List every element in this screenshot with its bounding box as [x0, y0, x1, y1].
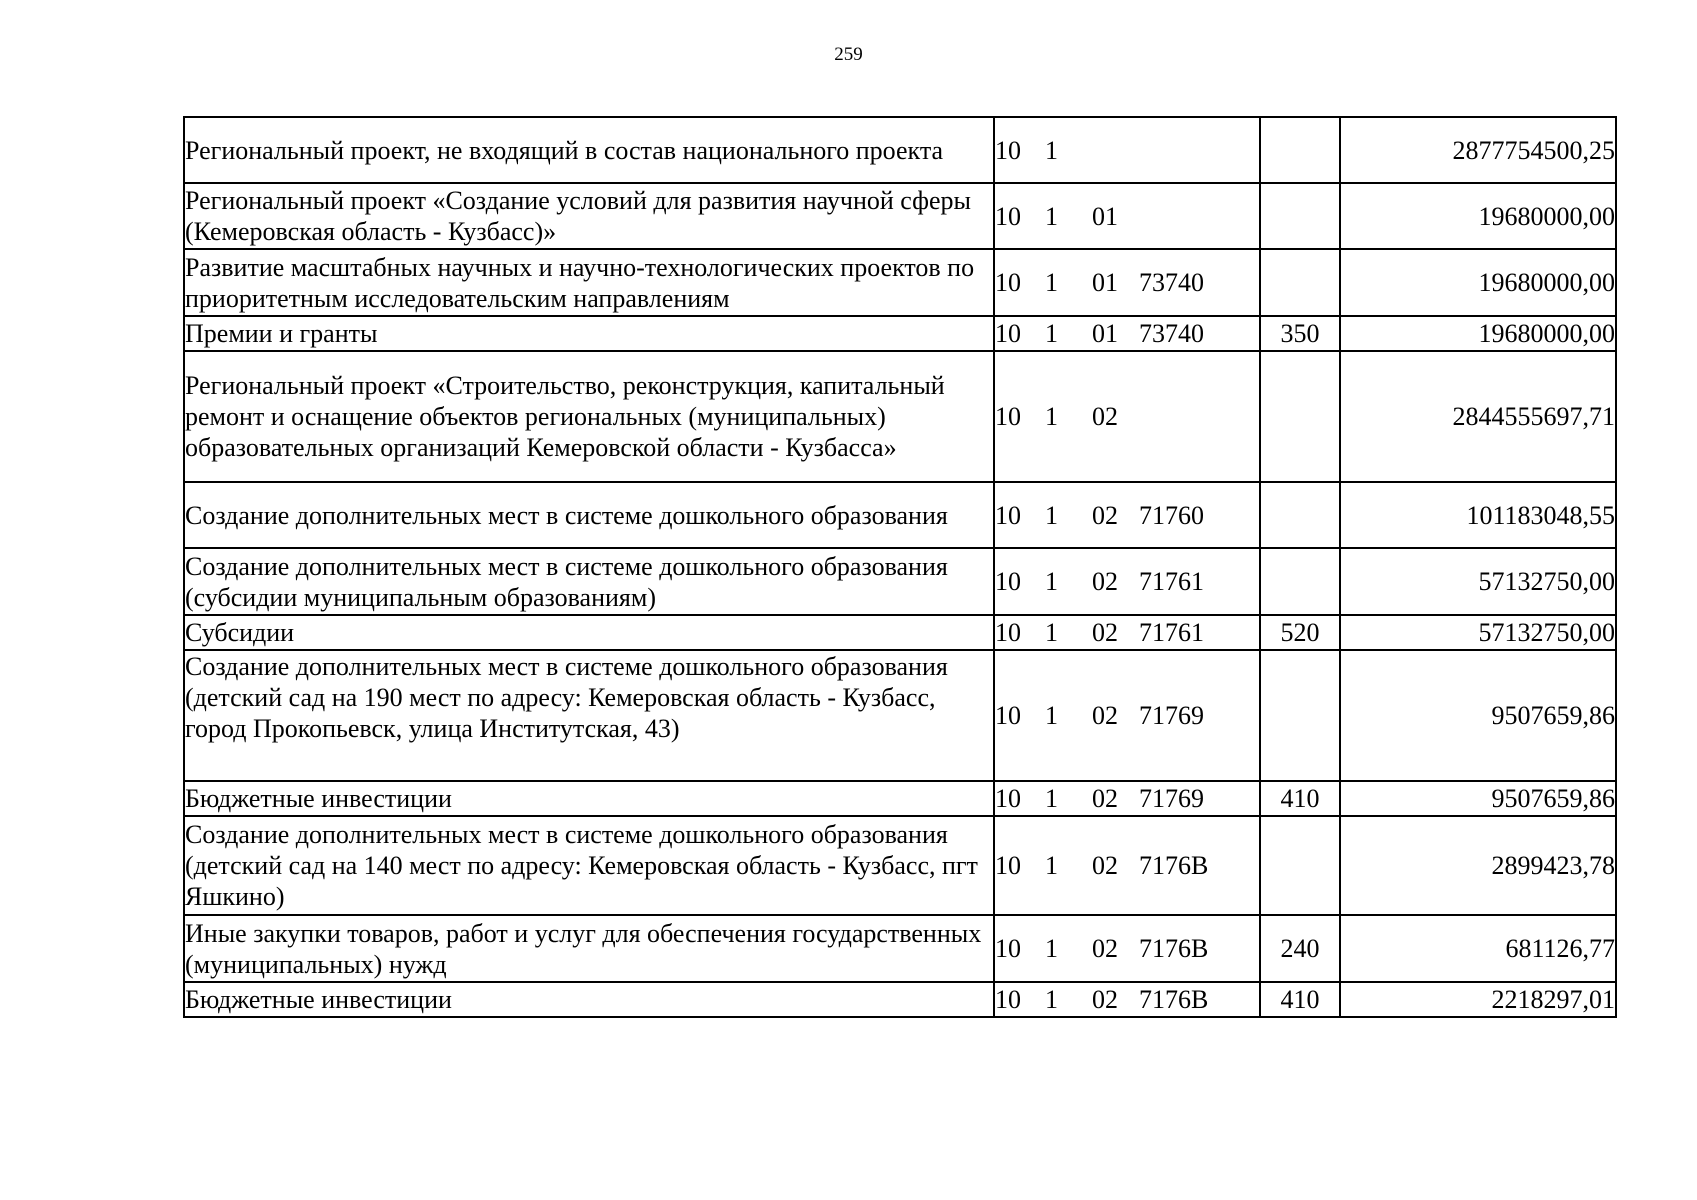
code-program: 1: [1045, 402, 1058, 431]
code-section: 10: [995, 701, 1021, 730]
code-project: 01: [1092, 319, 1118, 348]
row-expense-type: 240: [1260, 915, 1340, 982]
code-direction: 71769: [1139, 701, 1204, 730]
row-codes: [994, 781, 1260, 816]
row-expense-type: [1260, 816, 1340, 915]
table-row: [184, 249, 1616, 316]
row-codes: [994, 351, 1260, 482]
code-program: 1: [1045, 567, 1058, 596]
code-program: 1: [1045, 985, 1058, 1014]
row-codes: [994, 249, 1260, 316]
row-name: Региональный проект «Строительство, реконструкция, капитальный ремонт и оснащение объектов региональных (муниципальных) образовательных организаций Кемеровской области - Кузбасса»: [184, 351, 994, 482]
code-project: 02: [1092, 934, 1118, 963]
row-codes: [994, 982, 1260, 1017]
row-expense-type: [1260, 183, 1340, 249]
row-codes: [994, 183, 1260, 249]
code-program: 1: [1045, 135, 1058, 165]
row-name: Региональный проект, не входящий в состав национального проекта: [184, 117, 994, 183]
code-program: 1: [1045, 784, 1058, 813]
code-program: 1: [1045, 934, 1058, 963]
row-codes: [994, 650, 1260, 781]
row-expense-type: 410: [1260, 781, 1340, 816]
code-section: 10: [995, 851, 1021, 880]
row-amount: 2899423,78: [1340, 816, 1616, 915]
code-section: 10: [995, 618, 1021, 647]
code-section: 10: [995, 319, 1021, 348]
code-program: 1: [1045, 319, 1058, 348]
table-row: [184, 915, 1616, 982]
code-program: 1: [1045, 500, 1058, 530]
row-name: Бюджетные инвестиции: [184, 982, 994, 1017]
table-row: [184, 548, 1616, 615]
code-project: 02: [1092, 784, 1118, 813]
row-amount: 57132750,00: [1340, 615, 1616, 650]
row-amount: 19680000,00: [1340, 249, 1616, 316]
table-row: [184, 351, 1616, 482]
code-project: 02: [1092, 985, 1118, 1014]
row-codes: [994, 117, 1260, 183]
row-expense-type: [1260, 351, 1340, 482]
code-section: 10: [995, 500, 1021, 530]
row-amount: 19680000,00: [1340, 183, 1616, 249]
row-name: Субсидии: [184, 615, 994, 650]
row-amount: 9507659,86: [1340, 650, 1616, 781]
code-section: 10: [995, 201, 1021, 231]
row-codes: [994, 915, 1260, 982]
code-direction: 7176В: [1139, 851, 1209, 880]
code-section: 10: [995, 135, 1021, 165]
row-expense-type: [1260, 548, 1340, 615]
code-direction: 73740: [1139, 268, 1204, 297]
code-section: 10: [995, 402, 1021, 431]
code-direction: 7176В: [1139, 934, 1209, 963]
code-project: 02: [1092, 618, 1118, 647]
row-amount: 2844555697,71: [1340, 351, 1616, 482]
row-name: Создание дополнительных мест в системе дошкольного образования: [184, 482, 994, 548]
row-expense-type: 350: [1260, 316, 1340, 351]
row-name: Премии и гранты: [184, 316, 994, 351]
row-expense-type: [1260, 482, 1340, 548]
row-amount: 2877754500,25: [1340, 117, 1616, 183]
row-codes: [994, 615, 1260, 650]
table-row: [184, 781, 1616, 816]
row-codes: [994, 316, 1260, 351]
row-expense-type: [1260, 117, 1340, 183]
row-name: Региональный проект «Создание условий для развития научной сферы (Кемеровская область - Кузбасс)»: [184, 183, 994, 249]
table-row: [184, 482, 1616, 548]
table-row: [184, 816, 1616, 915]
row-amount: 19680000,00: [1340, 316, 1616, 351]
row-expense-type: 410: [1260, 982, 1340, 1017]
code-project: 02: [1092, 567, 1118, 596]
row-name: Создание дополнительных мест в системе дошкольного образования (детский сад на 190 мест по адресу: Кемеровская область - Кузбасс, город Прокопьевск, улица Институтская, 43): [184, 650, 994, 781]
code-project: 02: [1092, 701, 1118, 730]
row-amount: 57132750,00: [1340, 548, 1616, 615]
code-project: 02: [1092, 500, 1118, 530]
budget-table: [183, 116, 1617, 1018]
row-name: Создание дополнительных мест в системе дошкольного образования (субсидии муниципальным образованиям): [184, 548, 994, 615]
row-name: Иные закупки товаров, работ и услуг для обеспечения государственных (муниципальных) нужд: [184, 915, 994, 982]
row-name: Создание дополнительных мест в системе дошкольного образования (детский сад на 140 мест по адресу: Кемеровская область - Кузбасс, пгт Яшкино): [184, 816, 994, 915]
code-project: 01: [1092, 268, 1118, 297]
code-program: 1: [1045, 268, 1058, 297]
table-row: [184, 183, 1616, 249]
row-name: Развитие масштабных научных и научно-технологических проектов по приоритетным исследовательским направлениям: [184, 249, 994, 316]
table-row: [184, 615, 1616, 650]
page-number: 259: [834, 44, 863, 65]
code-section: 10: [995, 985, 1021, 1014]
table-row: [184, 982, 1616, 1017]
code-direction: 71760: [1139, 500, 1204, 530]
code-direction: 71769: [1139, 784, 1204, 813]
row-expense-type: 520: [1260, 615, 1340, 650]
code-program: 1: [1045, 851, 1058, 880]
code-section: 10: [995, 567, 1021, 596]
table-row: [184, 650, 1616, 781]
code-project: 01: [1092, 201, 1118, 231]
row-codes: [994, 482, 1260, 548]
row-codes: [994, 816, 1260, 915]
row-expense-type: [1260, 650, 1340, 781]
code-direction: 73740: [1139, 319, 1204, 348]
table-row: [184, 117, 1616, 183]
code-program: 1: [1045, 701, 1058, 730]
code-project: 02: [1092, 851, 1118, 880]
row-amount: 681126,77: [1340, 915, 1616, 982]
row-amount: 9507659,86: [1340, 781, 1616, 816]
code-direction: 71761: [1139, 618, 1204, 647]
code-section: 10: [995, 268, 1021, 297]
row-codes: [994, 548, 1260, 615]
code-section: 10: [995, 934, 1021, 963]
code-program: 1: [1045, 618, 1058, 647]
code-section: 10: [995, 784, 1021, 813]
row-name: Бюджетные инвестиции: [184, 781, 994, 816]
code-direction: 7176В: [1139, 985, 1209, 1014]
row-amount: 2218297,01: [1340, 982, 1616, 1017]
row-expense-type: [1260, 249, 1340, 316]
code-project: 02: [1092, 402, 1118, 431]
table-row: [184, 316, 1616, 351]
code-program: 1: [1045, 201, 1058, 231]
code-direction: 71761: [1139, 567, 1204, 596]
row-amount: 101183048,55: [1340, 482, 1616, 548]
